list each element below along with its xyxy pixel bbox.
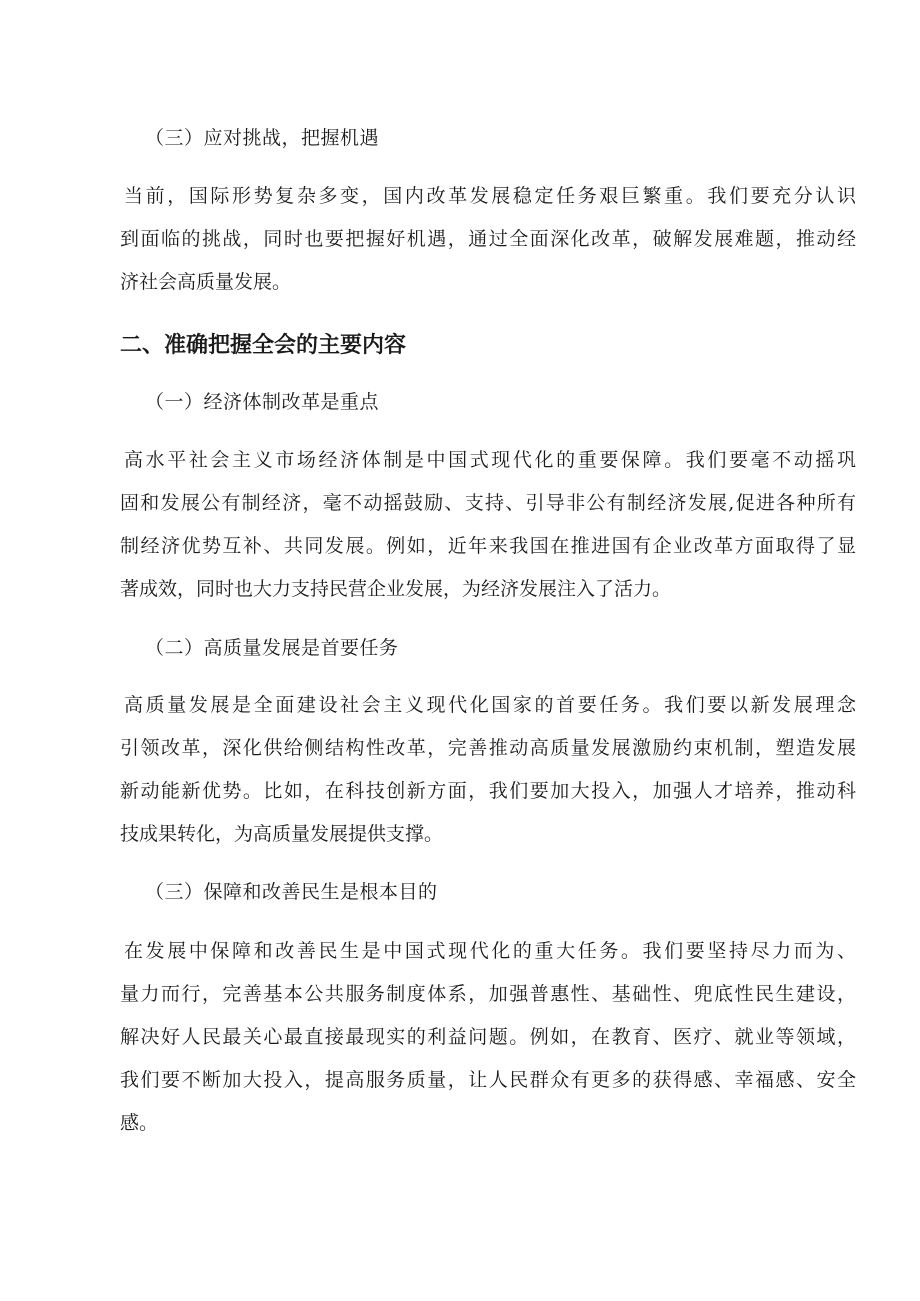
paragraph-livelihood [120,930,856,1145]
paragraph-line: 在发展中保障和改善民生是中国式现代化的重大任务。我们要坚持尽力而为、 [124,940,856,962]
paragraph-high-quality-development [120,684,856,856]
paragraph-line: 新动能新优势。比如，在科技创新方面，我们要加大投入，加强人才培养，推动科 [120,780,856,802]
paragraph-line: 固和发展公有制经济，毫不动摇鼓励、支持、引导非公有制经济发展,促进各种所有 [120,492,856,514]
paragraph-economic-reform [120,439,856,611]
paragraph-line: 量力而行，完善基本公共服务制度体系，加强普惠性、基础性、兜底性民生建设， [120,983,856,1005]
sub-heading-high-quality-development: （二）高质量发展是首要任务 [145,637,399,659]
paragraph-line: 当前，国际形势复杂多变，国内改革发展稳定任务艰巨繁重。我们要充分认识 [124,185,856,207]
paragraph-line: 解决好人民最关心最直接最现实的利益问题。例如，在教育、医疗、就业等领域， [120,1026,856,1048]
sub-heading-economic-reform: （一）经济体制改革是重点 [145,391,380,413]
paragraph-line: 技成果转化，为高质量发展提供支撑。 [120,823,444,845]
sub-heading-challenges: （三）应对挑战，把握机遇 [145,127,380,149]
paragraph-line: 济社会高质量发展。 [120,271,292,293]
paragraph-challenges [120,175,856,304]
paragraph-line: 高质量发展是全面建设社会主义现代化国家的首要任务。我们要以新发展理念 [124,694,856,716]
paragraph-line: 制经济优势互补、共同发展。例如，近年来我国在推进国有企业改革方面取得了显 [120,535,856,557]
paragraph-line: 著成效，同时也大力支持民营企业发展，为经济发展注入了活力。 [120,578,672,600]
paragraph-line: 到面临的挑战，同时也要把握好机遇，通过全面深化改革，破解发展难题，推动经 [120,228,856,250]
paragraph-line: 我们要不断加大投入，提高服务质量，让人民群众有更多的获得感、幸福感、安全 [120,1069,856,1091]
sub-heading-livelihood: （三）保障和改善民生是根本目的 [145,881,438,903]
paragraph-line: 高水平社会主义市场经济体制是中国式现代化的重要保障。我们要毫不动摇巩 [124,449,856,471]
paragraph-line: 引领改革，深化供给侧结构性改革，完善推动高质量发展激励约束机制，塑造发展 [120,737,856,759]
paragraph-line: 感。 [120,1112,159,1134]
section-heading: 二、准确把握全会的主要内容 [120,333,407,358]
